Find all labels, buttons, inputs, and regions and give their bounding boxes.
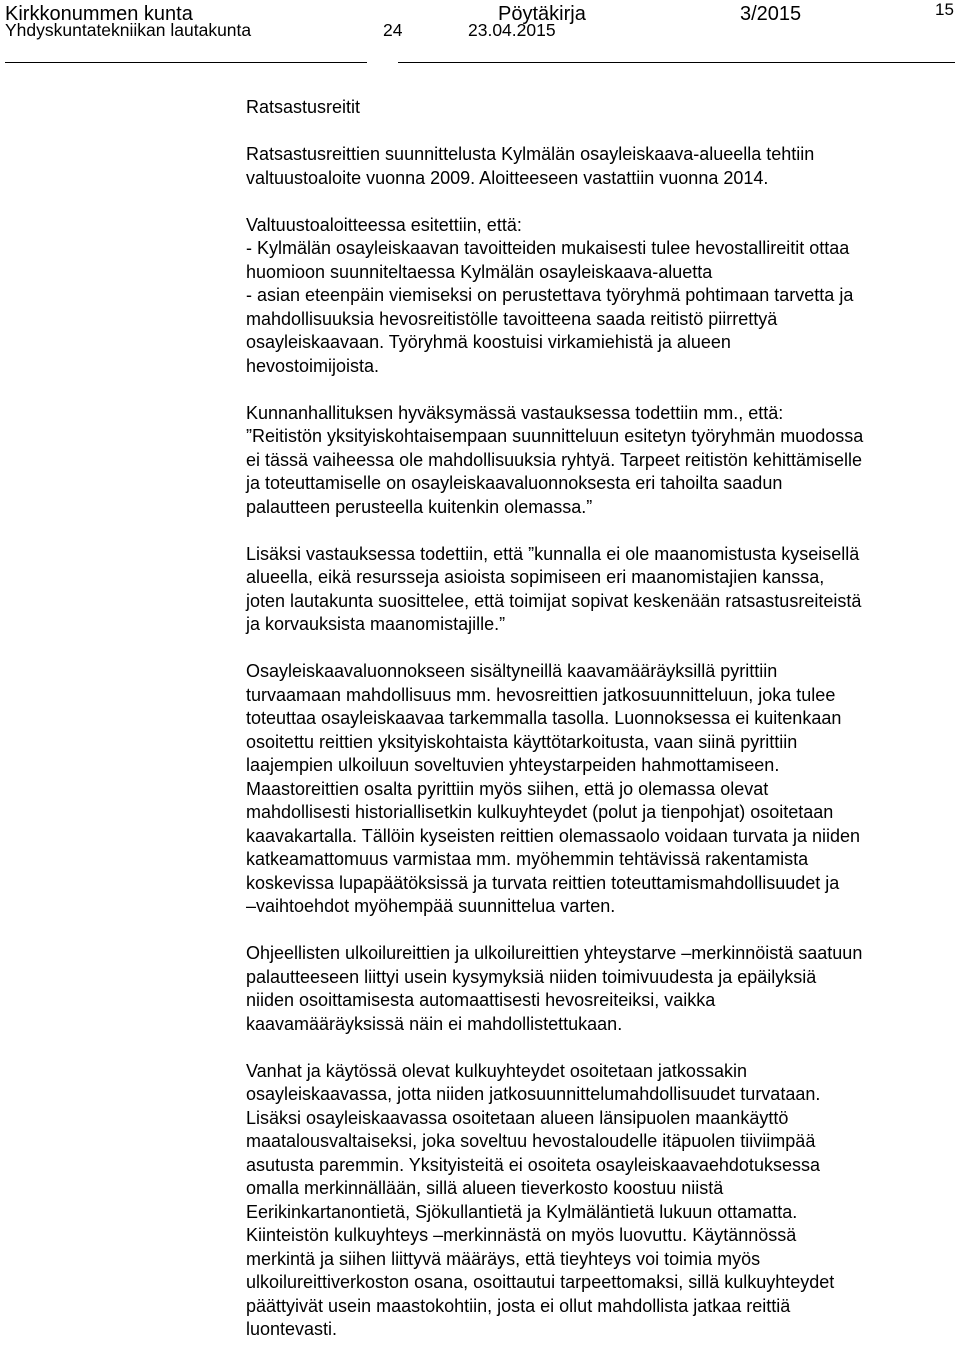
paragraph-line: osayleiskaavassa, jotta niiden jatkosuunnittelumahdollisuudet turvataan. xyxy=(246,1084,821,1104)
paragraph-line: ja korvauksista maanomistajille.” xyxy=(246,614,506,634)
paragraph-line: - asian eteenpäin viemiseksi on perustettava työryhmä pohtimaan tarvetta ja xyxy=(246,285,854,305)
header-divider-left xyxy=(5,62,367,63)
paragraph-line: kaavakartalla. Tällöin kyseisten reittien olemassaolo voidaan turvata ja niiden xyxy=(246,825,861,846)
paragraph-line: maatalousvaltaiseksi, joka soveltuu hevostaloudelle itäpuolen tiiviimpää xyxy=(246,1131,816,1151)
page-number: 15 xyxy=(935,0,954,19)
paragraph-line: osayleiskaavaan. Työryhmä koostuisi virkamiehistä ja alueen xyxy=(246,332,731,352)
paragraph xyxy=(246,543,958,637)
paragraph-line: toteuttaa osayleiskaavaa tarkemmalla tasolla. Luonnoksessa ei kuitenkaan xyxy=(246,708,842,728)
section-number: 24 xyxy=(383,20,403,40)
paragraph-line: kaavamääräyksissä näin ei mahdollistettukaan. xyxy=(246,1013,623,1034)
paragraph xyxy=(246,660,958,919)
paragraph-line: päättyivät usein maastokohtiin, josta ei ollut mahdollista jatkaa reittiä xyxy=(246,1295,791,1316)
paragraph-line: koskevissa lupapäätöksissä ja turvata reittien toteuttamismahdollisuudet ja xyxy=(246,872,840,893)
paragraph-line: huomioon suunniteltaessa Kylmälän osayleiskaava-aluetta xyxy=(246,261,713,282)
paragraph xyxy=(246,214,958,379)
document-number: 3/2015 xyxy=(740,3,802,25)
paragraph-line: ei tässä vaiheessa ole mahdollisuuksia ryhtyä. Tarpeet reitistön kehittämiselle xyxy=(246,449,862,470)
paragraph-line: Eerikinkartanontietä, Sjökullantietä ja Kylmäläntietä lukuun ottamatta. xyxy=(246,1201,798,1222)
paragraph-line: Ohjeellisten ulkoilureittien ja ulkoilureittien yhteystarve –merkinnöistä saatuun xyxy=(246,943,863,963)
paragraph-line: mahdollisuuksia hevosreitistölle tavoitteena saada reitistö piirrettyä xyxy=(246,308,778,329)
paragraph-line: hevostoimijoista. xyxy=(246,355,380,376)
paragraph-line: turvaamaan mahdollisuus mm. hevosreittien jatkosuunnitteluun, joka tulee xyxy=(246,684,836,705)
paragraph-line: Kiinteistön kulkuyhteys –merkinnästä on myös luovuttu. Käytännössä xyxy=(246,1225,797,1245)
paragraph xyxy=(246,402,958,520)
municipality-name: Kirkkonummen kunta xyxy=(5,3,193,25)
paragraph-line: asutusta paremmin. Yksityisteitä ei osoiteta osayleiskaavaehdotuksessa xyxy=(246,1154,820,1175)
paragraph-line: Lisäksi vastauksessa todettiin, että ”kunnalla ei ole maanomistusta kyseisellä xyxy=(246,543,860,564)
paragraph-list xyxy=(246,143,958,1342)
paragraph-line: alueella, eikä resursseja asioista sopimiseen eri maanomistajien kanssa, xyxy=(246,567,825,587)
paragraph-line: Ratsastusreittien suunnittelusta Kylmälän osayleiskaava-alueella tehtiin xyxy=(246,144,815,164)
header-divider-right xyxy=(398,62,955,63)
paragraph xyxy=(246,942,958,1036)
meeting-date: 23.04.2015 xyxy=(468,20,556,40)
paragraph-line: osoitettu reittien yksityiskohtaista käyttötarkoitusta, vaan siinä pyrittiin xyxy=(246,731,798,752)
paragraph-line: Osayleiskaavaluonnokseen sisältyneillä kaavamääräyksillä pyrittiin xyxy=(246,661,778,681)
paragraph-line: –vaihtoehdot myöhempää suunnittelua varten. xyxy=(246,896,616,916)
paragraph-line: ulkoilureittiverkoston osana, osoittautui tarpeettomaksi, sillä kulkuyhteydet xyxy=(246,1272,835,1292)
document-body xyxy=(246,96,958,1342)
document-type: Pöytäkirja xyxy=(498,3,586,25)
paragraph-line: ”Reitistön yksityiskohtaisempaan suunnitteluun esitetyn työryhmän muodossa xyxy=(246,426,864,446)
section-title: Ratsastusreitit xyxy=(246,97,361,117)
paragraph xyxy=(246,1060,958,1342)
paragraph-line: laajempien ulkoiluun soveltuvien yhteystarpeiden hahmottamiseen. xyxy=(246,755,780,775)
paragraph-line: ja toteuttamiselle on osayleiskaavaluonnoksesta eri tahoilta saadun xyxy=(246,473,783,493)
paragraph-line: niiden osoittamisesta automaattisesti hevosreiteiksi, vaikka xyxy=(246,990,716,1010)
paragraph xyxy=(246,143,958,190)
paragraph-line: mahdollisesti historiallisetkin kulkuyhteydet (polut ja tienpohjat) osoitetaan xyxy=(246,802,834,822)
paragraph-line: Kunnanhallituksen hyväksymässä vastauksessa todettiin mm., että: xyxy=(246,402,784,423)
paragraph-line: valtuustoaloite vuonna 2009. Aloitteeseen vastattiin vuonna 2014. xyxy=(246,167,769,188)
paragraph-line: omalla merkinnällään, sillä alueen tieverkosto koostuu niistä xyxy=(246,1178,724,1198)
committee-name: Yhdyskuntatekniikan lautakunta xyxy=(5,20,252,40)
paragraph-line: joten lautakunta suosittelee, että toimijat sopivat keskenään ratsastusreiteistä xyxy=(246,590,862,611)
paragraph-line: Lisäksi osayleiskaavassa osoitetaan alueen länsipuolen maankäyttö xyxy=(246,1107,789,1128)
paragraph-line: - Kylmälän osayleiskaavan tavoitteiden mukaisesti tulee hevostallireitit ottaa xyxy=(246,238,850,258)
paragraph-line: katkeamattomuus varmistaa mm. myöhemmin tehtävissä rakentamista xyxy=(246,849,809,869)
paragraph-line: Valtuustoaloitteessa esitettiin, että: xyxy=(246,214,522,235)
paragraph-line: Vanhat ja käytössä olevat kulkuyhteydet osoitetaan jatkossakin xyxy=(246,1060,747,1081)
paragraph-line: palautteen perusteella kuitenkin olemassa.” xyxy=(246,496,593,517)
paragraph-line: Maastoreittien osalta pyrittiin myös siihen, että jo olemassa olevat xyxy=(246,778,769,799)
paragraph-line: luontevasti. xyxy=(246,1319,338,1339)
paragraph-line: merkintä ja siihen liittyvä määräys, että tieyhteys voi toimia myös xyxy=(246,1248,761,1269)
paragraph-line: palautteeseen liittyi usein kysymyksiä niiden toimivuudesta ja epäilyksiä xyxy=(246,966,817,987)
